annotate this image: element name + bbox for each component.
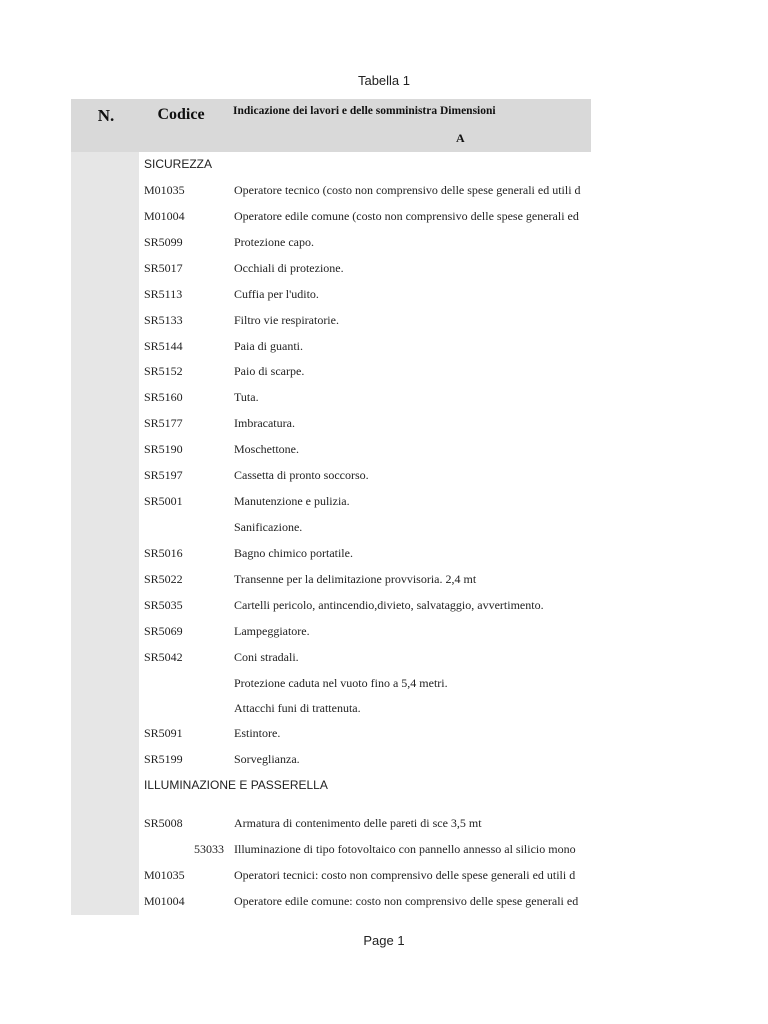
row-code: SR5133 (144, 313, 183, 327)
row-code: SR5152 (144, 364, 183, 378)
table-row (0, 752, 768, 772)
row-description: Cartelli pericolo, antincendio,divieto, salvataggio, avvertimento. (234, 598, 544, 612)
table-row (0, 572, 768, 592)
header-n: N. (97, 106, 115, 125)
table-row (0, 261, 768, 281)
row-description: Operatore edile comune: costo non comprensivo delle spese generali ed (234, 894, 579, 908)
row-description: Estintore. (234, 726, 281, 740)
table-row (0, 416, 768, 436)
row-description: Protezione capo. (234, 235, 314, 249)
row-code: SR5190 (144, 442, 183, 456)
row-description: Operatori tecnici: costo non comprensivo delle spese generali ed utili d (234, 868, 576, 882)
row-code: SR5197 (144, 468, 183, 482)
table-row (0, 390, 768, 410)
row-code: SR5091 (144, 726, 183, 740)
row-description: Operatore edile comune (costo non comprensivo delle spese generali ed (234, 209, 579, 223)
row-code: SR5113 (144, 287, 183, 301)
table-row (0, 287, 768, 307)
row-description: Transenne per la delimitazione provvisoria. 2,4 mt (234, 572, 477, 586)
row-description: Lampeggiatore. (234, 624, 310, 638)
row-code: SR5001 (144, 494, 183, 508)
row-description: Occhiali di protezione. (234, 261, 344, 275)
row-description: Bagno chimico portatile. (234, 546, 353, 560)
row-code: SR5022 (144, 572, 183, 586)
table-row (0, 313, 768, 333)
table-row (0, 650, 768, 670)
table-row (0, 816, 768, 836)
row-description: Coni stradali. (234, 650, 299, 664)
row-code: M01035 (144, 868, 185, 882)
row-code: SR5177 (144, 416, 183, 430)
row-description: Sanificazione. (234, 520, 303, 534)
row-description: Paio di scarpe. (234, 364, 305, 378)
row-code: SR5016 (144, 546, 183, 560)
row-description: Tuta. (234, 390, 259, 404)
row-code: SR5099 (144, 235, 183, 249)
row-code: SR5035 (144, 598, 183, 612)
row-description: Cassetta di pronto soccorso. (234, 468, 369, 482)
table-row (0, 520, 768, 540)
row-code: SR5160 (144, 390, 183, 404)
row-description: Protezione caduta nel vuoto fino a 5,4 metri. (234, 676, 448, 690)
table-row (0, 468, 768, 488)
table-row (0, 868, 768, 888)
row-code: SR5199 (144, 752, 183, 766)
table-row (0, 676, 768, 696)
row-description: Armatura di contenimento delle pareti di sce 3,5 mt (234, 816, 482, 830)
section-sicurezza: SICUREZZA (144, 157, 213, 171)
row-code: M01004 (144, 894, 185, 908)
header-subcolumn-a: A (456, 131, 465, 145)
table-row (0, 235, 768, 255)
row-description: Imbracatura. (234, 416, 295, 430)
row-code: SR5069 (144, 624, 183, 638)
row-description: Paia di guanti. (234, 339, 303, 353)
table-row (0, 726, 768, 746)
row-code: SR5144 (144, 339, 183, 353)
row-description: Attacchi funi di trattenuta. (234, 701, 361, 715)
table-row (0, 598, 768, 618)
row-code: SR5042 (144, 650, 183, 664)
table-row (0, 546, 768, 566)
table-row (0, 442, 768, 462)
row-description: Operatore tecnico (costo non comprensivo delle spese generali ed utili d (234, 183, 581, 197)
table-row (0, 494, 768, 514)
table-row (0, 364, 768, 384)
section-illuminazione: ILLUMINAZIONE E PASSERELLA (144, 778, 328, 792)
table-row (0, 183, 768, 203)
row-code: M01004 (144, 209, 185, 223)
row-description: Manutenzione e pulizia. (234, 494, 350, 508)
row-description: Sorveglianza. (234, 752, 300, 766)
table-row (0, 842, 768, 862)
row-description: Illuminazione di tipo fotovoltaico con pannello annesso al silicio mono (234, 842, 576, 856)
table-row (0, 624, 768, 644)
row-code: SR5017 (144, 261, 183, 275)
table-row (0, 894, 768, 914)
header-codice: Codice (157, 106, 205, 123)
table-row (0, 701, 768, 721)
table-row (0, 209, 768, 229)
row-code: 53033 (194, 842, 224, 856)
header-description: Indicazione dei lavori e delle somministra Dimensioni (233, 105, 496, 117)
page-footer: Page 1 (363, 933, 405, 948)
row-description: Moschettone. (234, 442, 299, 456)
table-row (0, 339, 768, 359)
row-description: Cuffia per l'udito. (234, 287, 319, 301)
row-code: M01035 (144, 183, 185, 197)
row-description: Filtro vie respiratorie. (234, 313, 339, 327)
page-title: Tabella 1 (357, 73, 411, 88)
row-code: SR5008 (144, 816, 183, 830)
